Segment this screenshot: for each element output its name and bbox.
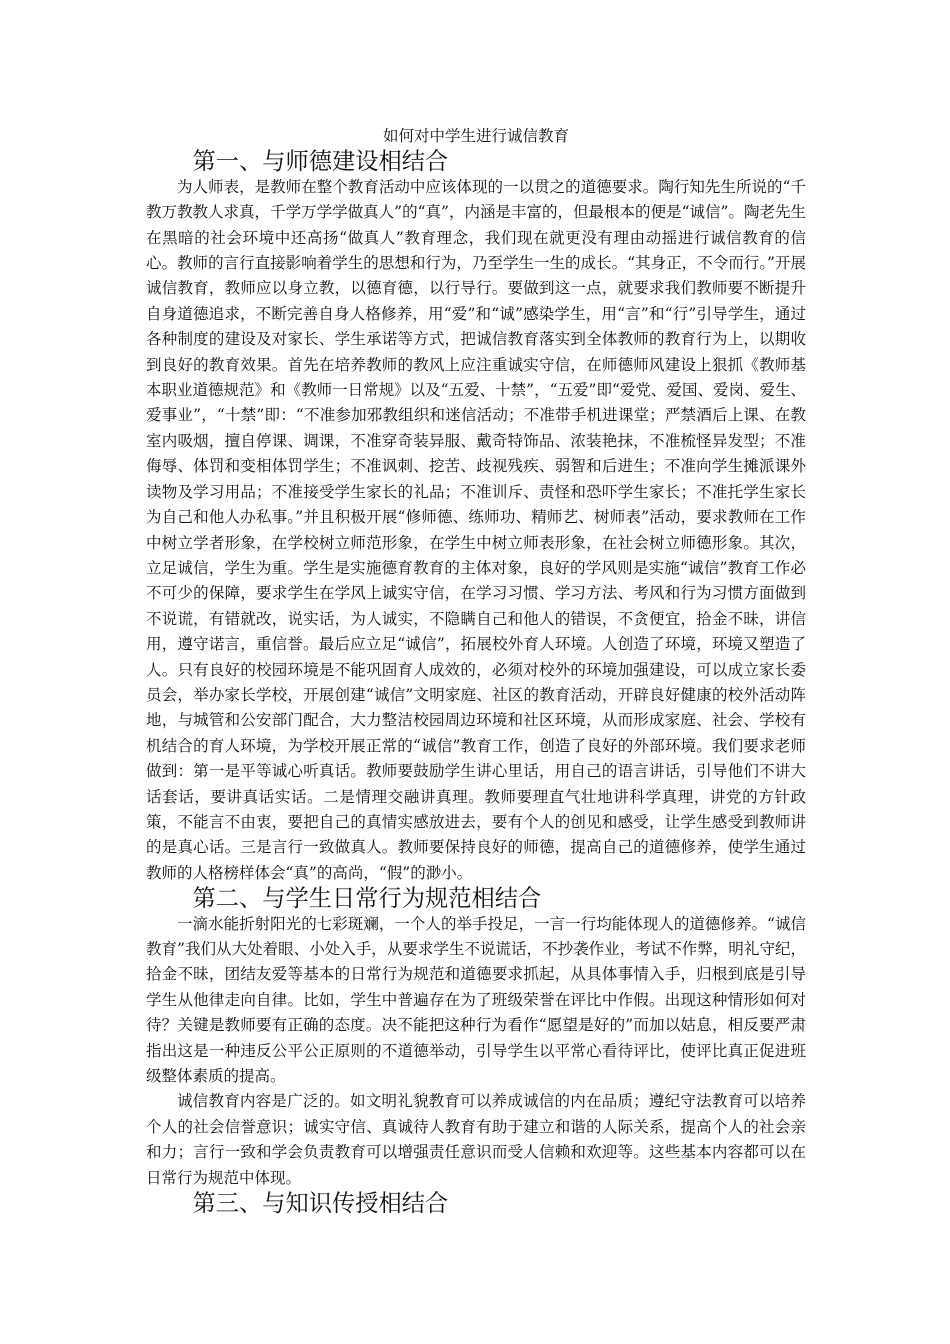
section-heading: 第二、与学生日常行为规范相结合 [192, 885, 542, 913]
section-paragraph: 诚信教育内容是广泛的。如文明礼貌教育可以养成诚信的内在品质；遵纪守法教育可以培养个人的社会信誉意识；诚实守信、真诚待人教育有助于建立和谐的人际关系，提高个人的社会亲和力；言行一致和学会负责教育可以增强责任意识而受人信赖和欢迎等。这些基本内容都可以在日常行为规范中体现。 [146, 1092, 806, 1187]
section-heading: 第三、与知识传授相结合 [192, 1190, 449, 1218]
section-paragraph: 为人师表，是教师在整个教育活动中应该体现的一以贯之的道德要求。陶行知先生所说的“千教万教教人求真，千学万学学做真人”的“真”，内涵是丰富的，但最根本的便是“诚信”。陶老先生在黑暗的社会环境中还高扬“做真人”教育理念，我们现在就更没有理由动摇进行诚信教育的信心。教师的言行直接影响着学生的思想和行为，乃至学生一生的成长。“其身正，不令而行。”开展诚信教育，教师应以身立教，以德育德，以行导行。要做到这一点，就要求我们教师要不断提升自身道德追求，不断完善自身人格修养，用“爱”和“诚”感染学生，用“言”和“行”引导学生，通过各种制度的建设及对家长、学生承诺等方式，把诚信教育落实到全体教师的教育行为上，以期收到良好的教育效果。首先在培养教师的教风上应注重诚实守信，在师德师风建设上狠抓《教师基本职业道德规范》和《教师一日常规》以及“五爱、十禁”，“五爱”即“爱党、爱国、爱岗、爱生、爱事业”，“十禁”即：“不准参加邪教组织和迷信活动；不准带手机进课堂；严禁酒后上课、在教室内吸烟，擅自停课、调课，不准穿奇装异服、戴奇特饰品、浓装艳抹，不准梳怪异发型；不准侮辱、体罚和变相体罚学生；不准讽刺、挖苦、歧视残疾、弱智和后进生；不准向学生摊派课外读物及学习用品；不准接受学生家长的礼品；不准训斥、责怪和恐吓学生家长；不准托学生家长为自己和他人办私事。”并且积极开展“修师德、练师功、精师艺、树师表”活动，要求教师在工作中树立学者形象，在学校树立师范形象，在学生中树立师表形象，在社会树立师德形象。其次，立足诚信，学生为重。学生是实施德育教育的主体对象，良好的学风则是实施“诚信”教育工作必不可少的保障，要求学生在学风上诚实守信，在学习习惯、学习方法、考风和行为习惯方面做到不说谎，有错就改，说实话，为人诚实，不隐瞒自己和他人的错误，不贪便宜，拾金不昧，讲信用，遵守诺言，重信誉。最后应立足“诚信”，拓展校外育人环境。人创造了环境，环境又塑造了人。只有良好的校园环境是不能巩固育人成效的，必须对校外的环境加强建设，可以成立家长委员会，举办家长学校，开展创建“诚信”文明家庭、社区的教育活动，开辟良好健康的校外活动阵地，与城管和公安部门配合，大力整洁校园周边环境和社区环境，从而形成家庭、社会、学校有机结合的育人环境，为学校开展正常的“诚信”教育工作，创造了良好的外部环境。我们要求老师做到：第一是平等诚心听真话。教师要鼓励学生讲心里话，用自己的语言讲话，引导他们不讲大话套话，要讲真话实话。二是情理交融讲真理。教师要理直气壮地讲科学真理，讲党的方针政策，不能言不由衷，要把自己的真情实感放进去，要有个人的创见和感受，让学生感受到教师讲的是真心话。三是言行一致做真人。教师要保持良好的师德，提高自己的道德修养，使学生通过教师的人格榜样体会“真”的高尚，“假”的渺小。 [146, 177, 806, 882]
section-heading: 第一、与师德建设相结合 [192, 148, 449, 176]
document-title: 如何对中学生进行诚信教育 [382, 127, 569, 145]
document-body [146, 124, 806, 1216]
section-paragraph: 一滴水能折射阳光的七彩斑斓，一个人的举手投足，一言一行均能体现人的道德修养。“诚信教育”我们从大处着眼、小处入手，从要求学生不说谎话，不抄袭作业，考试不作弊，明礼守纪，拾金不昧，团结友爱等基本的日常行为规范和道德要求抓起，从具体事情入手，归根到底是引导学生从他律走向自律。比如，学生中普遍存在为了班级荣誉在评比中作假。出现这种情形如何对待？关键是教师要有正确的态度。决不能把这种行为看作“愿望是好的”而加以姑息，相反要严肃指出这是一种违反公平公正原则的不道德举动，引导学生以平常心看待评比，使评比真正促进班级整体素质的提高。 [146, 914, 806, 1086]
